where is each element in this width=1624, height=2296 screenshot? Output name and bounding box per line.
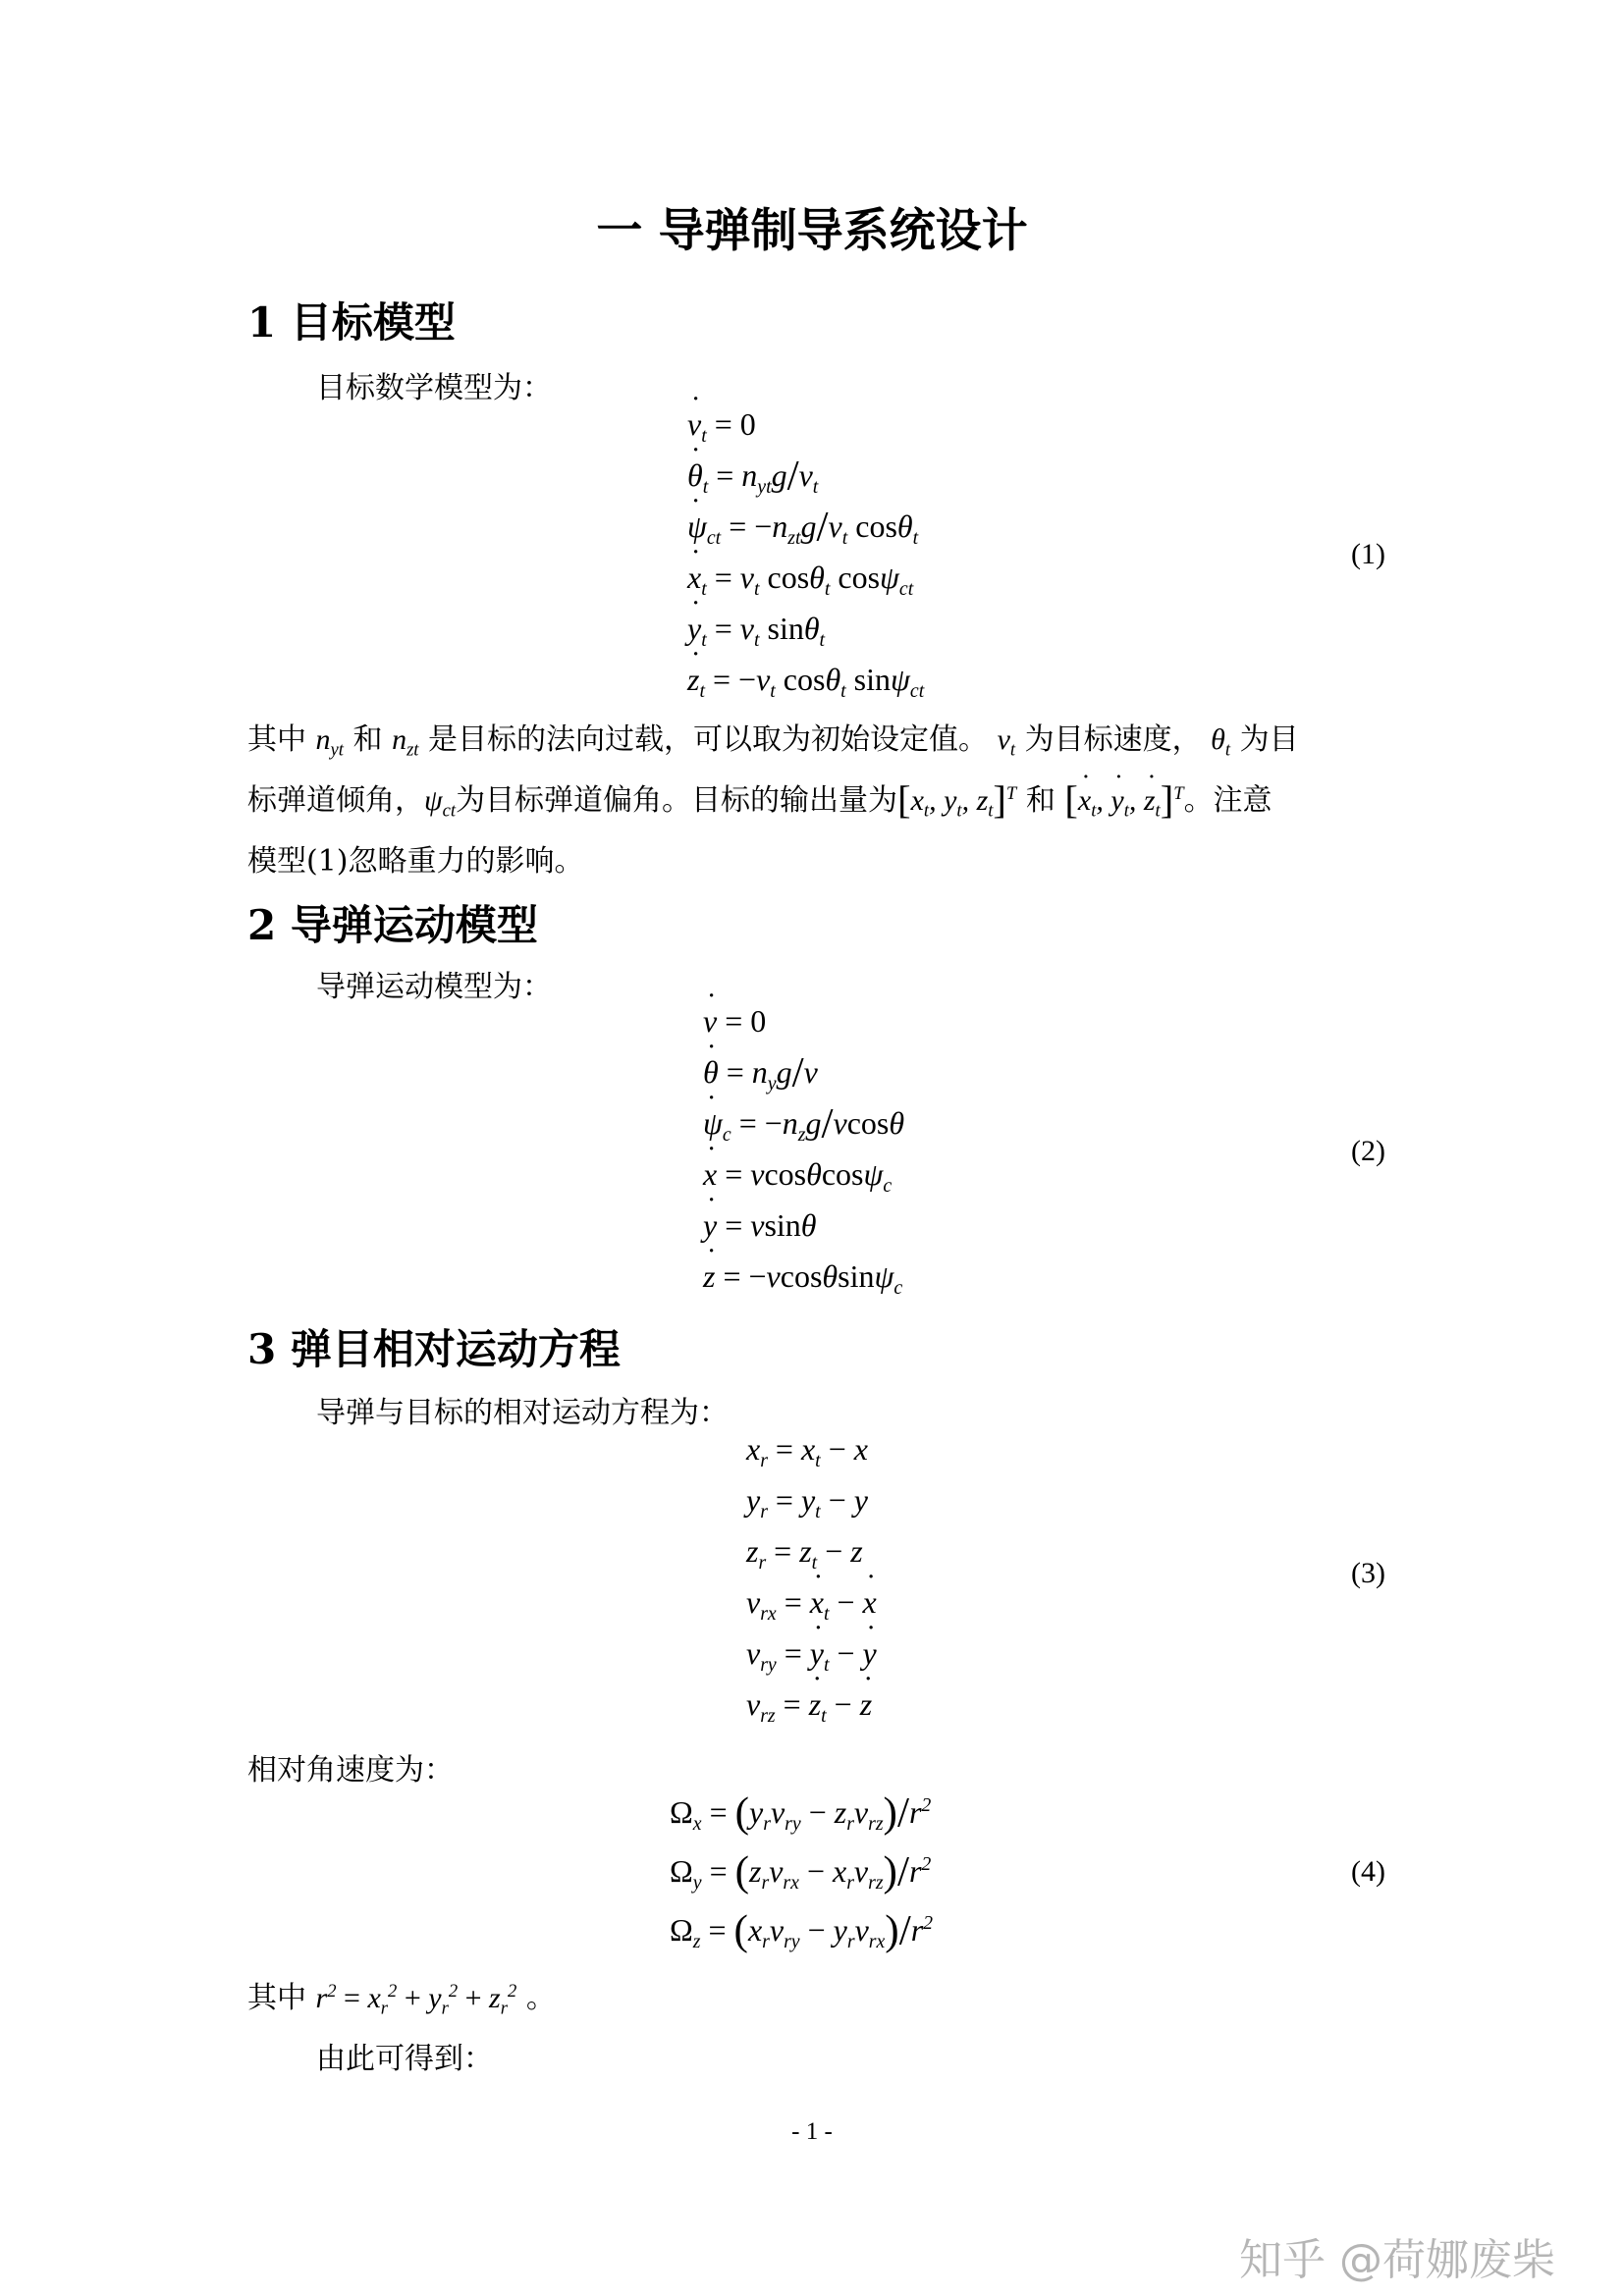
equation-line: $z_r = z_t - z$	[746, 1533, 863, 1574]
equation-line: ˙ x = vcosθcosψ$_c$	[703, 1154, 892, 1194]
equation-line: $\Omega_y = (z_rv_{rx} - x_rv_{rz})/r^2$	[670, 1848, 932, 1896]
equation-line: ˙ $\theta = n_yg/v$	[703, 1052, 818, 1093]
section-3-intro: 导弹与目标的相对运动方程为：	[316, 1396, 729, 1430]
equation-number-4: (4)	[1351, 1855, 1385, 1888]
equation-line: ˙ $\theta_t = n_{yt}g/v_t$	[687, 455, 818, 496]
equation-number-2: (2)	[1351, 1135, 1385, 1167]
section-3-heading: 3 弹目相对运动方程	[247, 1325, 621, 1373]
paragraph-line: 其中 $n_{yt}$ 和 $n_{zt}$ 是目标的法向过载，可以取为初始设定值。 $v_t$ 为目标速度， $\theta_t$ 为目	[247, 722, 1299, 761]
equation-line: ˙ $y_t = v_t$ sinθ$_t$	[687, 609, 825, 648]
equation-line: ˙ $v_t = 0$	[687, 404, 756, 444]
equation-line: ˙ v = 0	[703, 1001, 766, 1041]
equation-line: ˙ $\psi_c = -n_zg/vcos\theta$	[703, 1103, 904, 1144]
equation-line: $\Omega_z = (x_rv_{ry} - y_rv_{rx})/r^2$	[670, 1907, 934, 1954]
r-definition: 其中 $r^2 = x_r^2 + y_r^2 + z_r^2$ 。	[247, 1980, 556, 2019]
equation-line: $y_r = y_t - y$	[746, 1482, 868, 1522]
equation-line: $v_{rx}$ = ˙ $x_t$ − ˙ x	[746, 1582, 877, 1622]
derive-text: 由此可得到：	[316, 2042, 493, 2076]
equation-line: ˙ z = −vcosθsinψ$_c$	[703, 1256, 902, 1296]
section-1-intro: 目标数学模型为：	[316, 371, 552, 405]
watermark: 知乎 @荷娜废柴	[1239, 2235, 1555, 2285]
equation-number-1: (1)	[1351, 538, 1385, 570]
section-1-heading: 1 目标模型	[247, 298, 456, 347]
equation-line: ˙ y = vsinθ	[703, 1205, 817, 1245]
equation-line: $x_r = x_t - x$	[746, 1431, 868, 1471]
equation-line: ˙ $\psi_{ct} = -n_{zt}g/v_t$ cosθ$_t$	[687, 507, 918, 547]
page-number: - 1 -	[791, 2118, 833, 2145]
equation-line: $v_{rz}$ = ˙ $z_t$ − ˙ z	[746, 1684, 872, 1724]
equation-line: $v_{ry}$ = ˙ $y_t$ − ˙ y	[746, 1633, 877, 1673]
section-2-intro: 导弹运动模型为：	[316, 970, 552, 1004]
relative-angular-intro: 相对角速度为：	[247, 1753, 454, 1788]
paragraph-line: 标弹道倾角，$\psi_{ct}$为目标弹道偏角。目标的输出量为[$x_t$, $y_t$, $z_t]^T$ 和 [˙ $x_t$, ˙ $y_t$, ˙ $z_t]^T$。注意	[247, 775, 1272, 823]
equation-line: ˙ $x_t = v_t$ cosθ$_t$ cosψ$_{ct}$	[687, 558, 913, 597]
paragraph-line: 模型(1)忽略重力的影响。	[247, 844, 584, 879]
equation-line: ˙ $z_t = -v_t$ cosθ$_t$ sinψ$_{ct}$	[687, 660, 924, 699]
page-title: 一 导弹制导系统设计	[596, 204, 1028, 258]
equation-number-3: (3)	[1351, 1557, 1385, 1589]
section-2-heading: 2 导弹运动模型	[247, 901, 538, 949]
equation-line: $\Omega_x = (y_rv_{ry} - z_rv_{rz})/r^2$	[670, 1789, 932, 1837]
